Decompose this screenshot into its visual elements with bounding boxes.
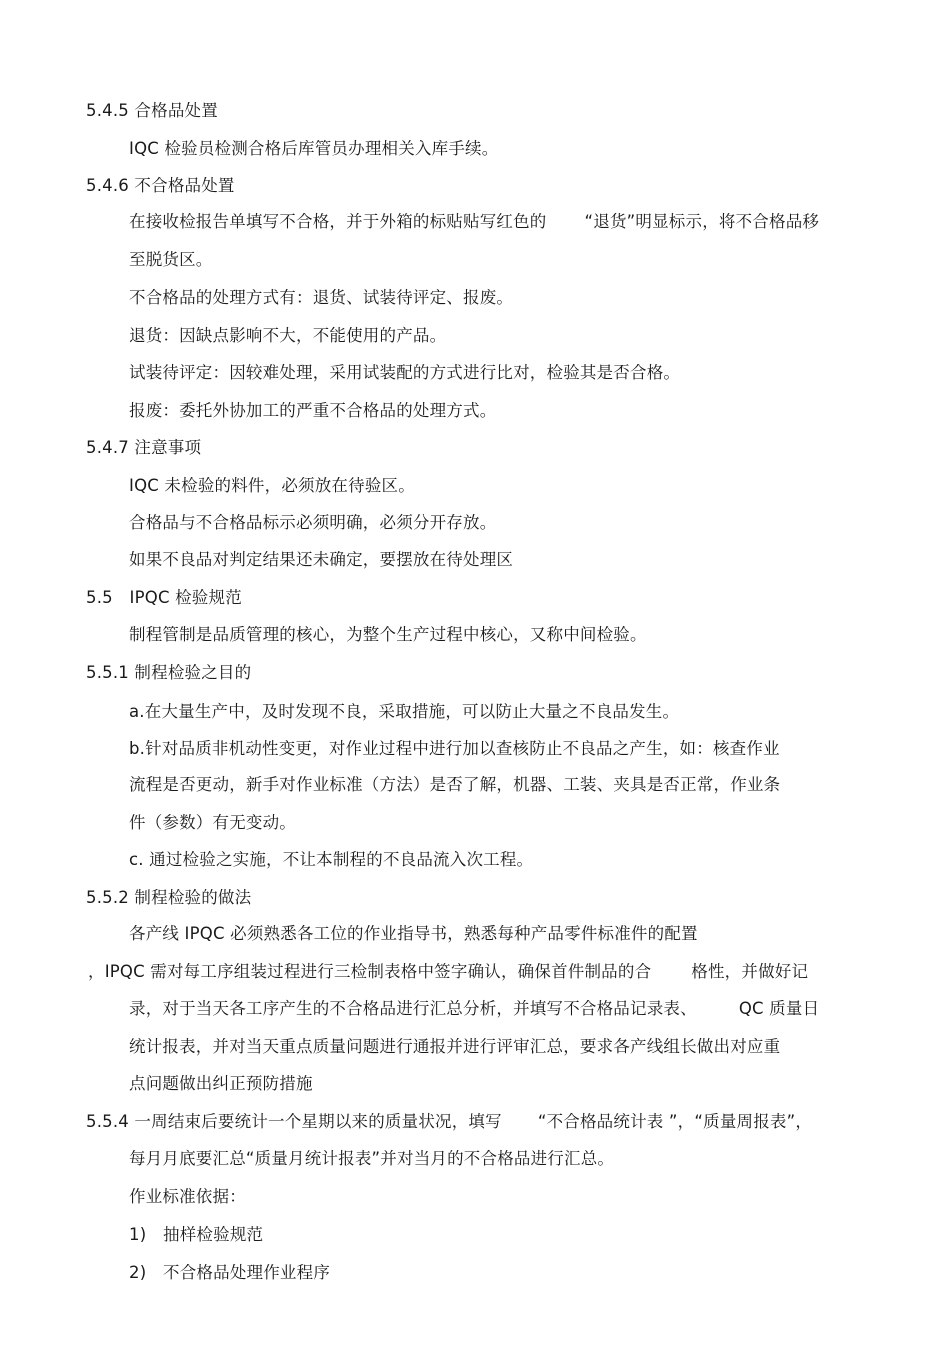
section-heading-5-4-5: 5.4.5 合格品处置: [86, 101, 218, 120]
paragraph-line: 作业标准依据：: [129, 1187, 246, 1206]
paragraph-line: 各产线 IPQC 必须熟悉各工位的作业指导书，熟悉每种产品零件标准件的配置: [129, 924, 698, 943]
paragraph-line: 退货：因缺点影响不大，不能使用的产品。: [129, 326, 447, 345]
paragraph-line: 统计报表，并对当天重点质量问题进行通报并进行评审汇总，要求各产线组长做出对应重: [129, 1037, 781, 1056]
section-heading-5-5: 5.5 IPQC 检验规范: [86, 588, 242, 607]
section-heading-5-5-1: 5.5.1 制程检验之目的: [86, 663, 252, 682]
paragraph-fragment: “退货”明显标示，将不合格品移: [584, 212, 820, 231]
list-item-a: a.在大量生产中，及时发现不良，采取措施，可以防止大量之不良品发生。: [129, 702, 680, 721]
list-item-1: 1) 抽样检验规范: [129, 1225, 264, 1244]
paragraph-line: 合格品与不合格品标示必须明确，必须分开存放。: [129, 513, 497, 532]
paragraph-line: 流程是否更动，新手对作业标准（方法）是否了解，机器、工装、夹具是否正常，作业条: [129, 775, 781, 794]
paragraph-fragment: QC 质量日: [738, 999, 820, 1018]
paragraph-line: 试装待评定：因较难处理，采用试装配的方式进行比对，检验其是否合格。: [129, 363, 681, 382]
list-item-2: 2) 不合格品处理作业程序: [129, 1263, 331, 1282]
paragraph-line: [129, 211, 819, 233]
paragraph-line: 如果不良品对判定结果还未确定，要摆放在待处理区: [129, 550, 514, 569]
list-item-b: b.针对品质非机动性变更，对作业过程中进行加以查核防止不良品之产生，如：核查作业: [129, 739, 780, 758]
paragraph-fragment: 格性，并做好记: [691, 962, 809, 981]
paragraph-line: [129, 998, 819, 1020]
paragraph-line: 每月月底要汇总“质量月统计报表”并对当月的不合格品进行汇总。: [129, 1149, 615, 1168]
paragraph-line: 件（参数）有无变动。: [129, 813, 296, 832]
section-heading-5-4-7: 5.4.7 注意事项: [86, 438, 202, 457]
paragraph-fragment: “不合格品统计表 ”，“质量周报表”，: [537, 1112, 813, 1131]
paragraph-fragment: 在接收检报告单填写不合格，并于外箱的标贴贴写红色的: [129, 212, 547, 231]
paragraph-line: 报废：委托外协加工的严重不合格品的处理方式。: [129, 401, 497, 420]
paragraph-line: 不合格品的处理方式有：退货、试装待评定、报废。: [129, 288, 514, 307]
paragraph-line: IQC 未检验的料件，必须放在待验区。: [129, 476, 415, 495]
section-heading-5-4-6: 5.4.6 不合格品处置: [86, 176, 235, 195]
paragraph-fragment: ，IPQC 需对每工序组装过程进行三检制表格中签字确认，确保首件制品的合: [88, 962, 652, 981]
paragraph-line: 至脱货区。: [129, 250, 213, 269]
section-heading-5-5-2: 5.5.2 制程检验的做法: [86, 888, 252, 907]
paragraph-line: [86, 1111, 812, 1133]
paragraph-fragment: 录，对于当天各工序产生的不合格品进行汇总分析，并填写不合格品记录表、: [129, 999, 697, 1018]
paragraph-line: [88, 961, 808, 983]
paragraph-fragment: 5.5.4 一周结束后要统计一个星期以来的质量状况，填写: [86, 1112, 502, 1131]
paragraph-line: 点问题做出纠正预防措施: [129, 1074, 313, 1093]
paragraph-line: IQC 检验员检测合格后库管员办理相关入库手续。: [129, 139, 499, 158]
list-item-c: c. 通过检验之实施，不让本制程的不良品流入次工程。: [129, 850, 534, 869]
paragraph-line: 制程管制是品质管理的核心，为整个生产过程中核心，又称中间检验。: [129, 625, 647, 644]
